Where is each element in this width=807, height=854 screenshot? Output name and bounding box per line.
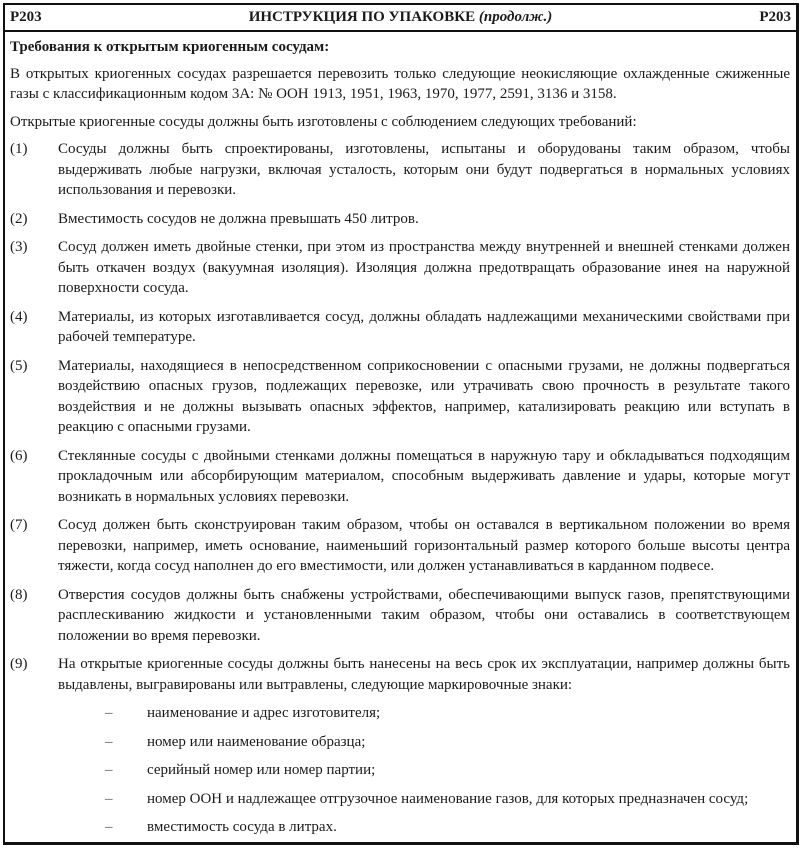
item-text: Сосуды должны быть спроектированы, изготовлены, испытаны и оборудованы таким образом, чтобы выдерживать любые нагрузки, включая усталость, которым они будут подвергаться в нормальных условиях использования и перевозки. [58,141,790,198]
requirement-item [10,654,790,695]
document-body [5,32,796,838]
item-text: На открытые криогенные сосуды должны быть нанесены на весь срок их эксплуатации, например должны быть выдавлены, выгравированы или вытравлены, следующие маркировочные знаки: [58,656,790,693]
item-number: (5) [10,357,28,374]
marking-item [10,703,790,724]
item-number: (3) [10,239,28,255]
item-number: (4) [10,308,28,325]
dash-bullet-icon: – [105,762,113,778]
section-heading: Требования к открытым криогенным сосудам: [10,39,330,55]
page-header [5,5,796,32]
requirement-item [10,515,790,577]
requirement-item [10,585,790,647]
requirement-item [10,356,790,438]
item-text: Вместимость сосудов не должна превышать 450 литров. [58,210,419,227]
document-page [3,3,799,845]
requirement-item [10,446,790,508]
dash-bullet-icon: – [105,733,113,750]
requirement-item [10,237,790,299]
marking-text: серийный номер или номер партии; [147,762,376,778]
requirement-item [10,139,790,201]
instruction-code-left: P203 [10,9,42,25]
dash-bullet-icon: – [105,790,113,807]
title-text: ИНСТРУКЦИЯ ПО УПАКОВКЕ [248,9,476,25]
intro-paragraph: В открытых криогенных сосудах разрешается перевозить только следующие неокисляющие охлажденные сжиженные газы с классификационным кодом 3A: № ООН 1913, 1951, 1963, 1970, 1977, 2591, 3136 и 3158. [10,65,790,102]
item-text: Отверстия сосудов должны быть снабжены устройствами, обеспечивающими выпуск газов, препятствующими расплескиванию жидкости и установленными таким образом, чтобы они оставались в соответствующем положении во время перевозки. [58,586,790,644]
marking-item [10,732,790,753]
marking-item [10,789,790,810]
item-text: Стеклянные сосуды с двойными стенками должны помещаться в наружную тару и обкладываться подходящим прокладочным или абсорбирующим материалом, способным выдерживать давление и удары, которые могут возникать в нормальных условиях перевозки. [58,447,790,505]
requirement-item [10,307,790,348]
marking-text: номер ООН и надлежащее отгрузочное наименование газов, для которых предназначен сосуд; [147,790,749,807]
marking-text: наименование и адрес изготовителя; [147,705,381,721]
item-text: Сосуд должен быть сконструирован таким образом, чтобы он оставался в вертикальном положении во время перевозки, например, иметь основание, наименьший горизонтальный размер которого больше высоты центра тяжести, когда сосуд наполнен до его вместимости, или должен устанавливаться в карданном подвесе. [58,517,790,574]
marking-text: вместимость сосуда в литрах. [147,819,337,835]
item-text: Материалы, из которых изготавливается сосуд, должны обладать надлежащими механическими свойствами при рабочей температуре. [58,308,790,345]
requirement-item [10,209,790,230]
item-number: (9) [10,656,28,672]
dash-bullet-icon: – [105,819,113,835]
item-number: (8) [10,586,28,603]
marking-list [10,703,790,838]
item-number: (2) [10,210,28,227]
item-number: (1) [10,141,28,157]
item-text: Сосуд должен иметь двойные стенки, при этом из пространства между внутренней и внешней стенками должен быть откачен воздух (вакуумная изоляция). Изоляция должна предотвращать образование инея на наружной поверхности сосуда. [58,239,790,296]
instruction-code-right: P203 [759,9,791,25]
marking-text: номер или наименование образца; [147,733,366,750]
marking-item [10,817,790,838]
page-title [5,5,796,30]
title-continued: (продолж.) [478,9,553,25]
item-number: (7) [10,517,28,533]
marking-item [10,760,790,781]
dash-bullet-icon: – [105,705,113,721]
item-text: Материалы, находящиеся в непосредственном соприкосновении с опасными грузами, не должны подвергаться воздействию опасных грузов, подлежащих перевозке, или утрачивать свою прочность в результате такого воздействия и не должны вызывать опасных эффектов, например, катализировать реакцию или вступать в реакцию с опасными грузами. [58,357,790,435]
requirements-lead: Открытые криогенные сосуды должны быть изготовлены с соблюдением следующих требований: [10,113,637,130]
item-number: (6) [10,447,28,464]
